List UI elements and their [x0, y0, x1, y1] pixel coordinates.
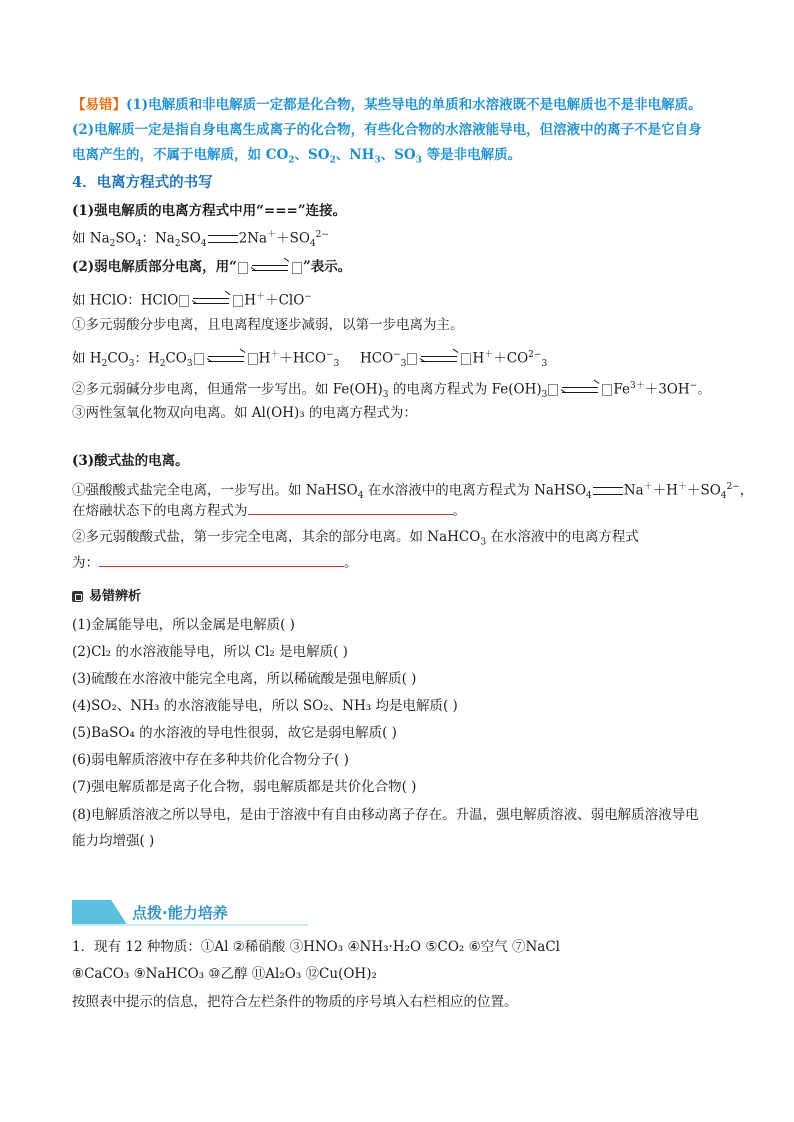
- error-item: (6)弱电解质溶液中存在多种共价化合物分子( ): [72, 752, 349, 768]
- banner-shape: [72, 900, 128, 926]
- equals-sign: [208, 235, 238, 243]
- example-hco3: $HCO^-_3$ $H^++CO^{2-}_3$: [360, 350, 548, 370]
- error-analysis-title: 易错辨析: [72, 588, 732, 606]
- rule-amphoteric: ③两性氢氧化物双向电离。如 Al(OH)₃ 的电离方程式为：: [72, 405, 417, 421]
- note-line-2: (2)电解质一定是指自身电离生成离子的化合物，有些化合物的水溶液能导电，但溶液中的离子不是它自身: [72, 122, 702, 138]
- error-item: (1)金属能导电，所以金属是电解质( ): [72, 617, 295, 633]
- question-1-line-1: 1．现有 12 种物质：①Al ②稀硝酸 ③HNO₃ ④NH₃·H₂O ⑤CO₂ ⑥空气 ⑦NaCl: [72, 939, 560, 955]
- answer-blank-2[interactable]: [99, 554, 344, 567]
- note-icon: [72, 591, 83, 602]
- error-item: (4)SO₂、NH₃ 的水溶液能导电，所以 SO₂、NH₃ 均是电解质( ): [72, 698, 458, 714]
- reversible-arrow-icon: [421, 354, 457, 364]
- reversible-arrow-icon: [562, 385, 598, 395]
- error-item: (8)电解质溶液之所以导电，是由于溶液中有自由移动离子存在。升温，强电解质溶液、弱电解质溶液导电: [72, 807, 699, 823]
- reversible-arrow-icon: [193, 296, 229, 306]
- acid-salt-strong: ①强酸酸式盐完全电离，一步写出。如 NaHSO$_4$ 在水溶液中的电离方程式为 NaHSO$_4$ $Na^++H^++SO_4^{2-}$，: [72, 482, 754, 502]
- rule-polyacid: ①多元弱酸分步电离，且电离程度逐步减弱，以第一步电离为主。: [72, 317, 464, 333]
- error-item: (7)强电解质都是离子化合物，弱电解质都是共价化合物( ): [72, 779, 417, 795]
- answer-blank-1[interactable]: [248, 502, 453, 515]
- banner-rule: [72, 924, 308, 926]
- error-item: (2)Cl₂ 的水溶液能导电，所以 Cl₂ 是电解质( ): [72, 644, 348, 660]
- rule-strong: (1)强电解质的电离方程式中用“===”连接。: [72, 203, 347, 219]
- acid-salt-weak: ②多元弱酸酸式盐，第一步完全电离，其余的部分电离。如 NaHCO$_3$ 在水溶液中的电离方程式: [72, 529, 639, 548]
- rule-acid-salt: (3)酸式盐的电离。: [72, 453, 189, 469]
- reversible-arrow-icon: [208, 354, 244, 364]
- example-hclo: 如 HClO：HClO H＋＋ClO−: [72, 292, 312, 309]
- error-item: (3)硫酸在水溶液中能完全电离，所以稀硫酸是强电解质( ): [72, 671, 417, 687]
- banner-title: 点拨·能力培养: [132, 904, 228, 922]
- note-tag: 【易错】: [72, 97, 126, 113]
- rule-polybase: ②多元弱碱分步电离，但通常一步写出。如 $Fe(OH)_3$ 的电离方程式为 $Fe(OH)_3$ $Fe^{3+}+3OH^-$。: [72, 381, 711, 401]
- question-1-line-2: ⑧CaCO₃ ⑨NaHCO₃ ⑩乙醇 ⑪Al₂O₃ ⑫Cu(OH)₂: [72, 966, 377, 982]
- reversible-arrow-icon: [252, 263, 288, 273]
- question-1-line-3: 按照表中提示的信息，把符合左栏条件的物质的序号填入右栏相应的位置。: [72, 994, 518, 1010]
- note-line-3: 电离产生的，不属于电解质，如 $CO_2$、$SO_2$、$NH_3$、$SO_3$ 等是非电解质。: [72, 147, 522, 166]
- acid-salt-weak-answer: 为： 。: [72, 555, 358, 571]
- acid-salt-molten: 在熔融状态下的电离方程式为 。: [72, 503, 466, 519]
- example-na2so4: 如 $Na_2SO_4$：$Na_2SO_4$ $2Na^++SO_4^{2-}$: [72, 230, 329, 250]
- error-item: 能力均增强( ): [72, 833, 155, 849]
- section-banner: [72, 900, 308, 926]
- note-line-1: 【易错】(1)电解质和非电解质一定都是化合物，某些导电的单质和水溶液既不是电解质也不是非电解质。: [72, 97, 702, 113]
- error-item: (5)BaSO₄ 的水溶液的导电性很弱，故它是弱电解质( ): [72, 725, 397, 741]
- section-heading: 4．电离方程式的书写: [72, 174, 213, 191]
- rule-weak: (2)弱电解质部分电离，用“ ”表示。: [72, 259, 352, 275]
- example-h2co3: 如 $H_2CO_3$：$H_2CO_3$ $H^++HCO^-_3$: [72, 350, 340, 370]
